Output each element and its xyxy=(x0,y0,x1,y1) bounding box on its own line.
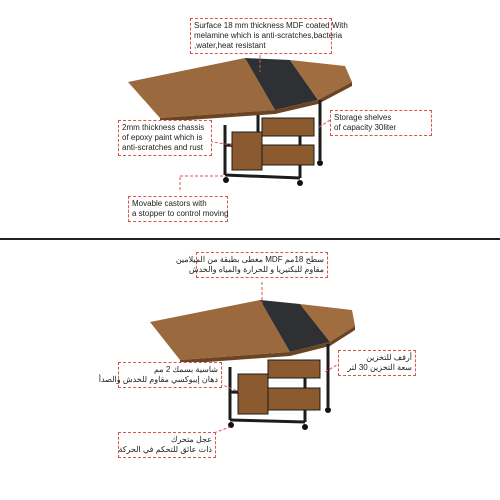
callout-castors-ar: عجل متحرك ذات عائق للتحكم في الحركة xyxy=(118,432,216,458)
callout-shelves-ar: أرفف للتخزين سعة التخزين 30 لتر xyxy=(338,350,416,376)
callout-chassis-ar: شاسية بسمك 2 مم دهان إيبوكسي مقاوم للخدش والصدأ xyxy=(118,362,222,388)
callout-surface-ar: سطح 18مم MDF مغطى بطبقة من الميلامين مقاوم للبكتيريا و للحرارة والمياه والخدش xyxy=(196,252,328,278)
callout-surface-en: Surface 18 mm thickness MDF coated With melamine which is anti-scratches,bacteria ,water,heat resistant xyxy=(190,18,332,54)
english-panel xyxy=(0,0,500,240)
callout-shelves-en: Storage shelves of capacity 30liter xyxy=(330,110,432,136)
callout-chassis-en: 2mm thickness chassis of epoxy paint which is anti-scratches and rust xyxy=(118,120,212,156)
arabic-panel xyxy=(0,242,500,482)
storage-shelves xyxy=(232,118,314,170)
folding-table-image-ar xyxy=(0,242,500,482)
callout-castors-en: Movable castors with a stopper to control moving xyxy=(128,196,228,222)
storage-shelves xyxy=(238,360,320,414)
